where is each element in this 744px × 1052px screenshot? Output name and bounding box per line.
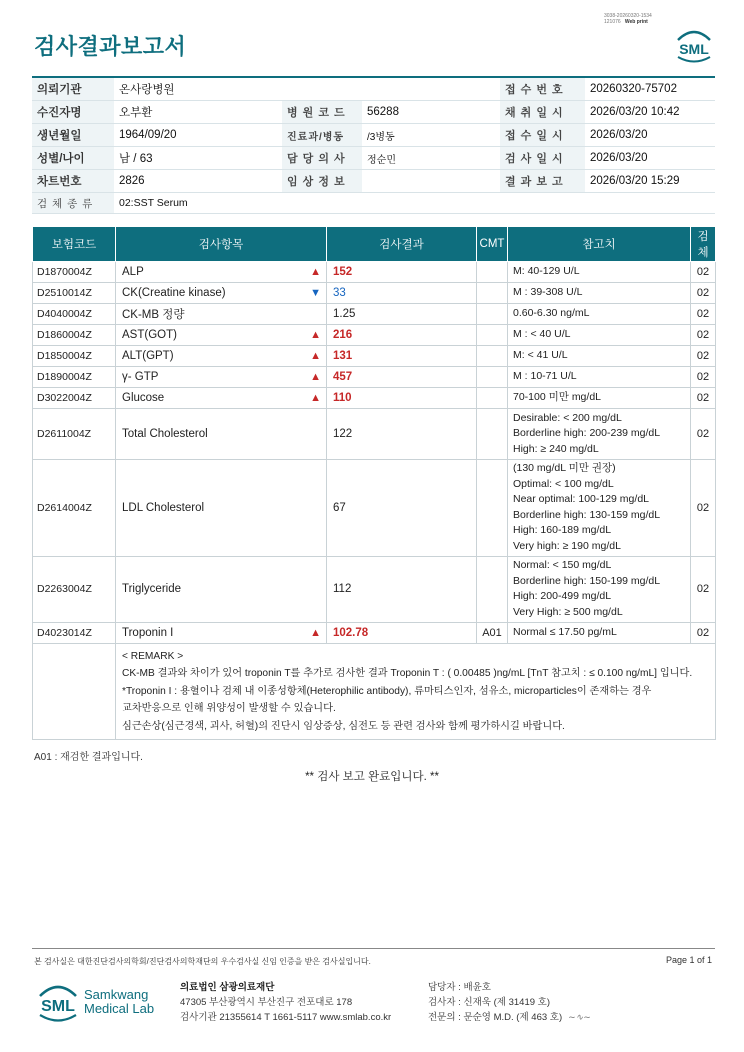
collection-time-label: 채 취 일 시 xyxy=(500,101,585,124)
chart-no-label: 차트번호 xyxy=(32,170,114,193)
hospital-code-label: 병 원 코 드 xyxy=(282,101,362,124)
results-header-row xyxy=(33,227,716,262)
receipt-no-value: 20260320-75702 xyxy=(585,77,715,101)
stamp-web: Web print xyxy=(624,19,648,25)
high-flag-icon: ▲ xyxy=(310,626,321,639)
result-row xyxy=(33,367,716,388)
result-row xyxy=(33,459,716,556)
insurance-code: D1870004Z xyxy=(33,262,116,283)
test-item-label: LDL Cholesterol xyxy=(122,501,205,514)
page-number: Page 1 of 1 xyxy=(665,955,712,965)
insurance-code: D1850004Z xyxy=(33,346,116,367)
result-row xyxy=(33,409,716,460)
reference-range xyxy=(508,459,691,556)
sml-footer-logo-icon xyxy=(36,980,80,1024)
clinical-info-value xyxy=(362,170,500,193)
specimen-code: 02 xyxy=(691,622,716,643)
test-item xyxy=(116,304,327,325)
insurance-code: D2510014Z xyxy=(33,283,116,304)
header-item: 검사항목 xyxy=(116,227,327,262)
stamp-line1: 3038-20260320-1534 xyxy=(604,13,652,19)
remark-line: 교차반응으로 인해 위양성이 발생할 수 있습니다. xyxy=(122,703,336,714)
cmt-code xyxy=(477,459,508,556)
test-item-label: Troponin I xyxy=(122,626,174,639)
specimen-code: 02 xyxy=(691,409,716,460)
insurance-code: D2611004Z xyxy=(33,409,116,460)
reference-line: M: < 41 U/L xyxy=(513,349,568,362)
test-item xyxy=(116,459,327,556)
logo-text: SML xyxy=(679,41,709,57)
staff-manager: 담당자 : 배윤호 xyxy=(428,982,491,993)
clinical-info-label: 임 상 정 보 xyxy=(282,170,362,193)
footer-logo-text: SML xyxy=(41,998,75,1015)
test-date-value: 2026/03/20 xyxy=(585,147,715,170)
test-item-label: ALP xyxy=(122,266,144,278)
high-flag-icon: ▲ xyxy=(310,392,321,404)
specimen-code: 02 xyxy=(691,459,716,556)
org-name: 의료법인 삼광의료재단 xyxy=(180,982,275,993)
reference-line: Very High: ≥ 500 mg/dL xyxy=(513,605,623,618)
insurance-code: D2263004Z xyxy=(33,556,116,622)
reference-range xyxy=(508,556,691,622)
test-item-label: γ- GTP xyxy=(122,371,159,383)
reference-line: Normal ≤ 17.50 pg/mL xyxy=(513,625,617,638)
remark-line: < REMARK > xyxy=(122,650,184,662)
specimen-code: 02 xyxy=(691,304,716,325)
cmt-code xyxy=(477,367,508,388)
reference-range xyxy=(508,622,691,643)
test-result-value: 131 xyxy=(327,346,477,367)
print-stamp xyxy=(604,13,652,25)
test-item-label: Triglyceride xyxy=(122,583,182,595)
reference-range xyxy=(508,346,691,367)
institution-value: 온사랑병원 xyxy=(114,77,500,101)
signature-icon: ~∿~ xyxy=(568,1013,591,1023)
remark-row xyxy=(33,643,716,740)
reference-line: Borderline high: 200-239 mg/dL xyxy=(513,427,661,439)
result-row xyxy=(33,622,716,643)
reference-range xyxy=(508,304,691,325)
test-item xyxy=(116,367,327,388)
specimen-code: 02 xyxy=(691,325,716,346)
reference-range xyxy=(508,325,691,346)
specimen-code: 02 xyxy=(691,262,716,283)
cmt-code xyxy=(477,283,508,304)
cmt-code xyxy=(477,388,508,409)
low-flag-icon: ▼ xyxy=(310,287,321,299)
remark-line: CK-MB 결과와 차이가 있어 troponin T를 추가로 검사한 결과 Troponin T : ( 0.00485 )ng/mL [TnT 참고치 : ≤ 0.100 ng/mL] 입니다. xyxy=(122,668,693,679)
reference-range xyxy=(508,367,691,388)
reference-line: Borderline high: 150-199 mg/dL xyxy=(513,574,661,587)
test-item xyxy=(116,556,327,622)
insurance-code: D2614004Z xyxy=(33,459,116,556)
test-item xyxy=(116,325,327,346)
specimen-code: 02 xyxy=(691,388,716,409)
test-item xyxy=(116,262,327,283)
header-specimen: 검체 xyxy=(691,227,716,262)
report-date-label: 결 과 보 고 xyxy=(500,170,585,193)
dept-value: /3병동 xyxy=(362,124,500,147)
staff-info xyxy=(428,980,591,1026)
address-line: 47305 부산광역시 부산진구 전포대로 178 xyxy=(180,997,353,1008)
test-result-value: 110 xyxy=(327,388,477,409)
receipt-no-label: 접 수 번 호 xyxy=(500,77,585,101)
insurance-code: D3022004Z xyxy=(33,388,116,409)
cmt-code xyxy=(477,346,508,367)
high-flag-icon: ▲ xyxy=(310,371,321,383)
report-date-value: 2026/03/20 15:29 xyxy=(585,170,715,193)
reference-line: M : < 40 U/L xyxy=(513,328,571,341)
specimen-code: 02 xyxy=(691,367,716,388)
brand-line2: Medical Lab xyxy=(84,1001,155,1016)
test-item-label: CK-MB 정량 xyxy=(122,309,185,321)
reference-range xyxy=(508,388,691,409)
reference-range xyxy=(508,283,691,304)
test-result-value: 457 xyxy=(327,367,477,388)
report-complete-note: ** 검사 보고 완료입니다. ** xyxy=(305,771,439,783)
page-title: 검사결과보고서 xyxy=(34,34,187,59)
doctor-label: 담 당 의 사 xyxy=(282,147,362,170)
test-result-value: 1.25 xyxy=(327,304,477,325)
footer-divider xyxy=(32,948,715,949)
test-result-value: 216 xyxy=(327,325,477,346)
reference-line: Near optimal: 100-129 mg/dL xyxy=(513,493,649,505)
test-result-value: 33 xyxy=(327,283,477,304)
test-result-value: 102.78 xyxy=(327,622,477,643)
reference-line: High: 160-189 mg/dL xyxy=(513,524,612,536)
reference-line: M : 39-308 U/L xyxy=(513,286,583,299)
sex-age-value: 남 / 63 xyxy=(114,147,282,170)
dept-label: 진료과/병동 xyxy=(282,124,362,147)
brand-name xyxy=(84,988,154,1016)
result-row xyxy=(33,304,716,325)
remark-line: 심근손상(심근경색, 괴사, 허혈)의 진단시 임상증상, 심전도 등 관련 검사와 함께 평가하시길 바랍니다. xyxy=(122,720,565,732)
name-value: 오부환 xyxy=(114,101,282,124)
test-item xyxy=(116,388,327,409)
lab-address xyxy=(180,980,391,1025)
reference-line: High: 200-499 mg/dL xyxy=(513,590,612,602)
hospital-code-value: 56288 xyxy=(362,101,500,124)
result-row xyxy=(33,556,716,622)
result-row xyxy=(33,283,716,304)
insurance-code: D1860004Z xyxy=(33,325,116,346)
test-item xyxy=(116,283,327,304)
test-item-label: Glucose xyxy=(122,392,165,404)
header-result: 검사결과 xyxy=(327,227,477,262)
test-item xyxy=(116,622,327,643)
test-date-label: 검 사 일 시 xyxy=(500,147,585,170)
remark-cell xyxy=(116,643,716,740)
collection-time-value: 2026/03/20 10:42 xyxy=(585,101,715,124)
test-item-label: ALT(GPT) xyxy=(122,350,174,362)
dob-label: 생년월일 xyxy=(32,124,114,147)
institution-label: 의뢰기관 xyxy=(32,77,114,101)
header-code: 보험코드 xyxy=(33,227,116,262)
doctor-value: 정순민 xyxy=(362,147,500,170)
reference-line: M: 40-129 U/L xyxy=(513,265,580,278)
staff-examiner: 검사자 : 신재욱 (제 31419 호) xyxy=(428,997,550,1008)
specimen-code: 02 xyxy=(691,556,716,622)
sex-age-label: 성별/나이 xyxy=(32,147,114,170)
reference-line: Borderline high: 130-159 mg/dL xyxy=(513,508,661,521)
remark-line: *Troponin I : 용혈이나 검체 내 이종성항체(Heterophilic antibody), 류마티스인자, 섬유소, microparticles이 존재하는 경우 xyxy=(122,685,652,697)
test-item-label: Total Cholesterol xyxy=(122,427,208,440)
reference-range xyxy=(508,262,691,283)
cmt-code: A01 xyxy=(477,622,508,643)
high-flag-icon: ▲ xyxy=(310,329,321,341)
specimen-type-label: 검 체 종 류 xyxy=(32,193,114,214)
cmt-code xyxy=(477,325,508,346)
reference-line: Very high: ≥ 190 mg/dL xyxy=(513,539,621,552)
result-row xyxy=(33,346,716,367)
reference-line: 0.60-6.30 ng/mL xyxy=(513,307,590,320)
result-row xyxy=(33,325,716,346)
results-table xyxy=(32,226,716,740)
stamp-line2: 121076 xyxy=(604,19,621,25)
insurance-code: D1890004Z xyxy=(33,367,116,388)
insurance-code: D4023014Z xyxy=(33,622,116,643)
cmt-code xyxy=(477,262,508,283)
chart-no-value: 2826 xyxy=(114,170,282,193)
receipt-date-value: 2026/03/20 xyxy=(585,124,715,147)
test-result-value: 152 xyxy=(327,262,477,283)
test-result-value: 112 xyxy=(327,556,477,622)
results-body xyxy=(33,262,716,644)
cmt-code xyxy=(477,304,508,325)
test-item xyxy=(116,346,327,367)
brand-line1: Samkwang xyxy=(84,987,149,1002)
high-flag-icon: ▲ xyxy=(310,266,321,278)
specimen-code: 02 xyxy=(691,283,716,304)
cmt-code xyxy=(477,409,508,460)
patient-info-table xyxy=(32,76,715,214)
remark-spacer xyxy=(33,643,116,740)
sml-logo-icon xyxy=(674,26,714,64)
name-label: 수진자명 xyxy=(32,101,114,124)
footnote-a01: A01 : 재검한 결과입니다. xyxy=(34,752,143,763)
reference-range xyxy=(508,409,691,460)
test-result-value: 122 xyxy=(327,409,477,460)
test-result-value: 67 xyxy=(327,459,477,556)
dob-value: 1964/09/20 xyxy=(114,124,282,147)
contact-line: 검사기관 21355614 T 1661-5117 www.smlab.co.kr xyxy=(180,1012,392,1023)
high-flag-icon: ▲ xyxy=(310,350,321,362)
reference-line: Optimal: < 100 mg/dL xyxy=(513,477,614,490)
receipt-date-label: 접 수 일 시 xyxy=(500,124,585,147)
reference-line: M : 10-71 U/L xyxy=(513,370,577,383)
test-item-label: CK(Creatine kinase) xyxy=(122,287,226,299)
test-item-label: AST(GOT) xyxy=(122,329,177,341)
reference-line: High: ≥ 240 mg/dL xyxy=(513,442,599,455)
test-item xyxy=(116,409,327,460)
staff-specialist: 전문의 : 문순영 M.D. (제 463 호) xyxy=(428,1012,563,1023)
result-row xyxy=(33,388,716,409)
certification-note: 본 검사실은 대한진단검사의학회/진단검사의학재단의 우수검사실 신임 인증을 받은 검사실입니다. xyxy=(34,957,371,966)
reference-line: Desirable: < 200 mg/dL xyxy=(513,411,622,424)
header-reference: 참고치 xyxy=(508,227,691,262)
reference-line: Normal: < 150 mg/dL xyxy=(513,559,612,571)
insurance-code: D4040004Z xyxy=(33,304,116,325)
specimen-type-value: 02:SST Serum xyxy=(114,193,715,214)
result-row xyxy=(33,262,716,283)
reference-line: 70-100 미만 mg/dL xyxy=(513,391,601,404)
header-cmt: CMT xyxy=(477,227,508,262)
cmt-code xyxy=(477,556,508,622)
reference-line: (130 mg/dL 미만 권장) xyxy=(513,462,616,474)
specimen-code: 02 xyxy=(691,346,716,367)
